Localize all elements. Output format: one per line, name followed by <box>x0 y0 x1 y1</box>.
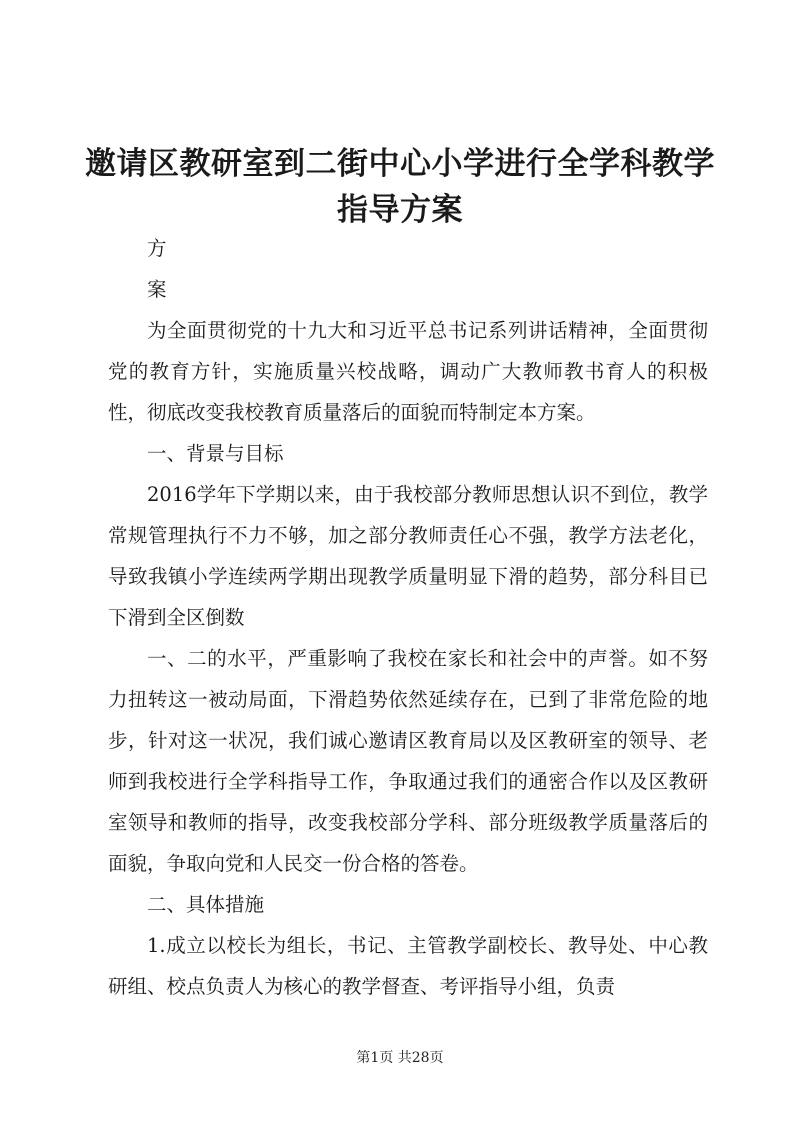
paragraph: 为全面贯彻党的十九大和习近平总书记系列讲话精神，全面贯彻党的教育方针，实施质量兴校战略，调动广大教师教书育人的积极性，彻底改变我校教育质量落后的面貌而特制定本方案。 <box>108 319 708 424</box>
section-heading: 一、背景与目标 <box>147 442 284 465</box>
document-title-line-1: 邀请区教研室到二街中心小学进行全学科教学 <box>85 146 715 182</box>
section-heading: 二、具体措施 <box>147 893 265 916</box>
page-number-footer: 第1页 共28页 <box>356 1050 444 1066</box>
paragraph: 一、二的水平，严重影响了我校在家长和社会中的声誉。如不努力扭转这一被动局面，下滑趋势依然延续存在，已到了非常危险的地步，针对这一状况，我们诚心邀请区教育局以及区教研室的领导、老师到我校进行全学科指导工作，争取通过我们的通密合作以及区教研室领导和教师的指导，改变我校部分学科、部分班级教学质量落后的面貌，争取向党和人民交一份合格的答卷。 <box>108 647 708 875</box>
document-body <box>108 228 708 1007</box>
paragraph: 方 <box>147 237 167 260</box>
paragraph: 2016学年下学期以来，由于我校部分教师思想认识不到位，教学常规管理执行不力不够，加之部分教师责任心不强，教学方法老化，导致我镇小学连续两学期出现教学质量明显下滑的趋势，部分科目已下滑到全区倒数 <box>108 483 708 629</box>
paragraph: 案 <box>147 278 167 301</box>
paragraph: 1.成立以校长为组长，书记、主管教学副校长、教导处、中心教研组、校点负责人为核心的教学督查、考评指导小组，负责 <box>108 934 708 998</box>
document-title-line-2: 指导方案 <box>337 192 463 228</box>
